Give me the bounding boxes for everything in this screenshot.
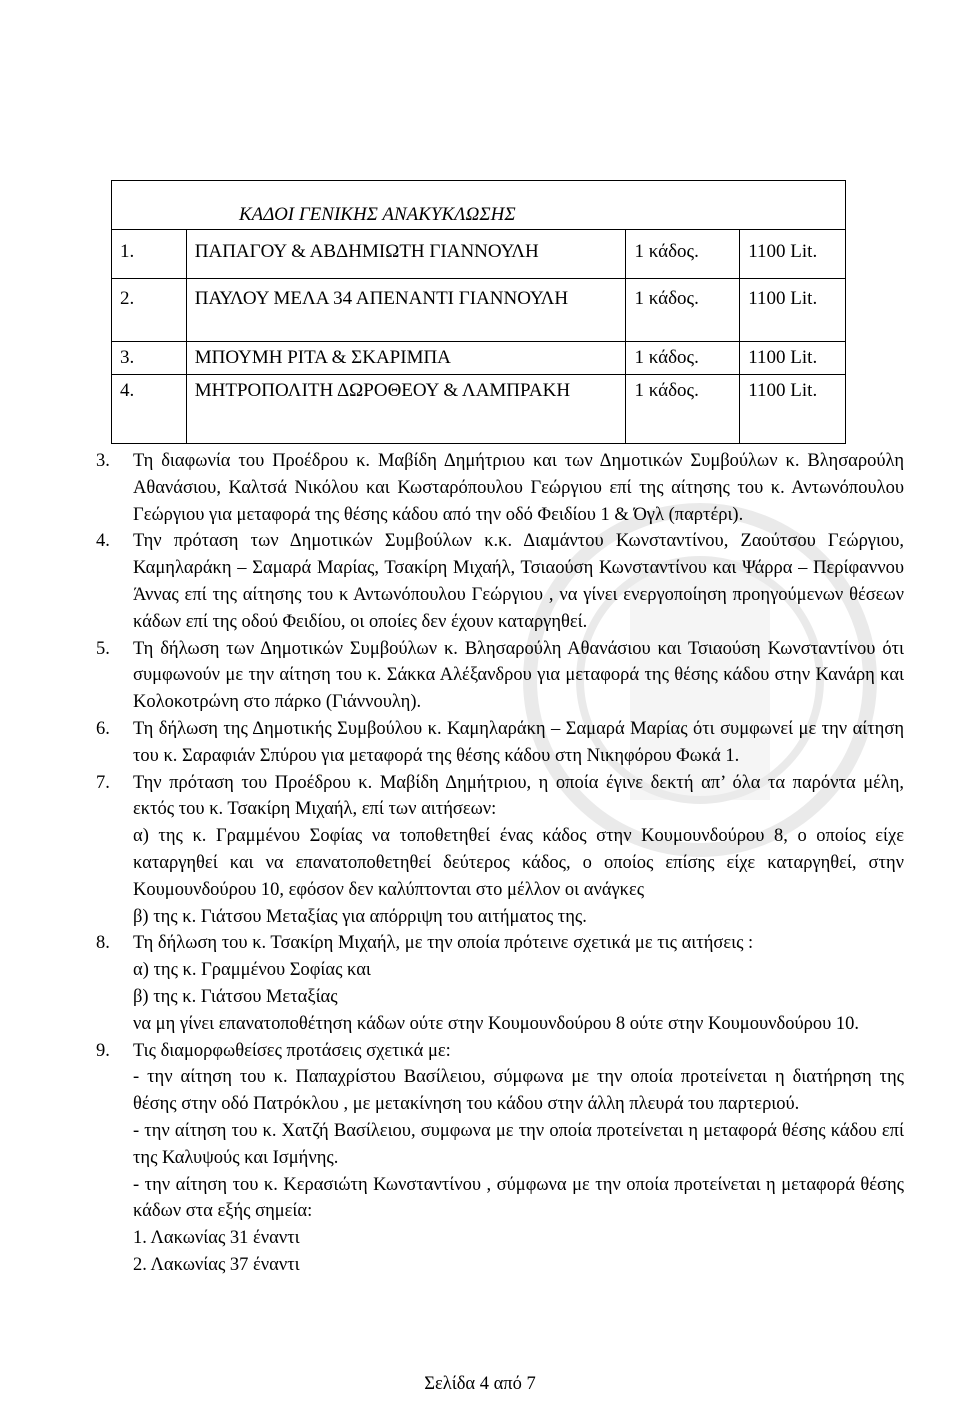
row-volume: 1100 Lit.	[740, 279, 846, 342]
item-number: 5.	[96, 638, 110, 659]
row-quantity: 1 κάδος.	[626, 230, 740, 279]
list-item	[96, 1038, 904, 1279]
item-number: 9.	[96, 1040, 110, 1061]
list-item	[96, 930, 904, 1037]
table-title: ΚΑΔΟΙ ΓΕΝΙΚΗΣ ΑΝΑΚΥΚΛΩΣΗΣ	[112, 181, 846, 230]
item-subpoint: - την αίτηση του κ. Κερασιώτη Κωνσταντίνου , σύμφωνα με την οποία προτείνεται η μεταφορά θέσης κάδων στα εξής σημεία:	[133, 1174, 904, 1222]
item-text: Τη δήλωση του κ. Τσακίρη Μιχαήλ, με την οποία πρότεινε σχετικά με τις αιτήσεις :	[133, 933, 754, 954]
list-item	[96, 528, 904, 635]
row-volume: 1100 Lit.	[740, 342, 846, 375]
row-volume: 1100 Lit.	[740, 375, 846, 444]
row-street: ΠΑΥΛΟΥ ΜΕΛΑ 34 ΑΠΕΝΑΝΤΙ ΓΙΑΝΝΟΥΛΗ	[186, 279, 626, 342]
decision-list	[96, 448, 904, 1279]
item-text: Τη δήλωση της Δημοτικής Συμβούλου κ. Καμηλαράκη – Σαμαρά Μαρίας ότι συμφωνεί με την αίτηση του κ. Σαραφιάν Σπύρου για μεταφορά της θέσης κάδου στη Νικηφόρου Φωκά 1.	[133, 718, 904, 766]
item-number: 6.	[96, 718, 110, 739]
row-quantity: 1 κάδος.	[626, 279, 740, 342]
item-text: Τη διαφωνία του Προέδρου κ. Μαβίδη Δημήτριου και των Δημοτικών Συμβούλων κ. Βλησαρούλη Αθανάσιου, Καλτσά Νικόλου και Κωσταρόπουλου Γεώργιου επί της αίτησης του κ. Αντωνόπουλου Γεώργιου για μεταφορά της θέσης κάδου από την οδό Φειδίου 1 & Όγλ (παρτέρι).	[133, 451, 904, 525]
list-item	[96, 716, 904, 770]
row-volume: 1100 Lit.	[740, 230, 846, 279]
item-subpoint: β) της κ. Γιάτσου Μεταξίας	[133, 986, 338, 1007]
item-subpoint: - την αίτηση του κ. Χατζή Βασίλειου, συμφωνα με την οποία προτείνεται η μεταφορά θέσης κάδου επί της Καλυψούς και Ισμήνης.	[133, 1120, 904, 1168]
item-subpoint: β) της κ. Γιάτσου Μεταξίας για απόρριψη του αιτήματος της.	[133, 906, 587, 927]
list-item	[96, 770, 904, 931]
row-street: ΜΗΤΡΟΠΟΛΙΤΗ ΔΩΡΟΘΕΟΥ & ΛΑΜΠΡΑΚΗ	[186, 375, 626, 444]
page-number-footer: Σελίδα 4 από 7	[424, 1374, 536, 1394]
row-number: 2.	[112, 279, 187, 342]
item-text: Τη δήλωση των Δημοτικών Συμβούλων κ. Βλησαρούλη Αθανάσιου και Τσιαούση Κωνσταντίνου ότι συμφωνούν με την αίτηση του κ. Σάκκα Αλέξανδρου για μεταφορά της θέσης κάδου στην Κανάρη και Κολοκοτρώνη στο πάρκο (Γιάννουλη).	[133, 638, 904, 713]
recycling-bins-table	[111, 180, 846, 444]
table-row	[112, 230, 846, 279]
item-subpoint: α) της κ. Γραμμένου Σοφίας να τοποθετηθεί ένας κάδος στην Κουμουνδούρου 8, ο οποίος είχε καταργηθεί και να επανατοποθετηθεί δεύτερος κάδος, ο οποίος επίσης είχε καταργηθεί, στην Κουμουνδούρου 10, εφόσον δεν καλύπτονται στο μέλλον οι ανάγκες	[133, 826, 904, 900]
item-text: Την πρόταση των Δημοτικών Συμβούλων κ.κ. Διαμάντου Κωνσταντίνου, Ζαούτσου Γεώργιου, Καμηλαράκη – Σαμαρά Μαρίας, Τσακίρη Μιχαήλ, Τσιαούση Κωνσταντίνου και Ψάρρα – Περίφαννου Άννας επί της αίτησης του κ Αντωνόπουλου Γεώργιου , να γίνει ενεργοποίηση προηγούμενων θέσεων κάδων επί της οδού Φειδίου, οι οποίες δεν έχουν καταργηθεί.	[133, 531, 904, 632]
table-row	[112, 342, 846, 375]
row-street: ΜΠΟΥΜΗ ΡΙΤΑ & ΣΚΑΡΙΜΠΑ	[186, 342, 626, 375]
item-subpoint: 2. Λακωνίας 37 έναντι	[133, 1254, 300, 1275]
item-subpoint: - την αίτηση του κ. Παπαχρίστου Βασίλειου, σύμφωνα με την οποία προτείνεται η διατήρηση της θέσης στην οδό Πατρόκλου , με μετακίνηση του κάδου στην άλλη πλευρά του παρτεριού.	[133, 1067, 904, 1115]
row-street: ΠΑΠΑΓΟΥ & ΑΒΔΗΜΙΩΤΗ ΓΙΑΝΝΟΥΛΗ	[186, 230, 626, 279]
item-number: 7.	[96, 772, 110, 793]
row-number: 3.	[112, 342, 187, 375]
item-subpoint: 1. Λακωνίας 31 έναντι	[133, 1228, 300, 1249]
row-quantity: 1 κάδος.	[626, 342, 740, 375]
item-subpoint: α) της κ. Γραμμένου Σοφίας και	[133, 960, 371, 981]
list-item	[96, 636, 904, 716]
row-number: 4.	[112, 375, 187, 444]
list-item	[96, 448, 904, 528]
row-number: 1.	[112, 230, 187, 279]
item-text: Τις διαμορφωθείσες προτάσεις σχετικά με:	[133, 1040, 451, 1061]
item-text: Την πρόταση του Προέδρου κ. Μαβίδη Δημήτριου, η οποία έγινε δεκτή απ’ όλα τα παρόντα μέλη, εκτός του κ. Τσακίρη Μιχαήλ, επί των αιτήσεων:	[133, 772, 904, 820]
item-subpoint: να μη γίνει επανατοποθέτηση κάδων ούτε στην Κουμουνδούρου 8 ούτε στην Κουμουνδούρου 10.	[133, 1013, 859, 1034]
table-row	[112, 375, 846, 444]
row-quantity: 1 κάδος.	[626, 375, 740, 444]
table-row	[112, 279, 846, 342]
item-number: 3.	[96, 451, 110, 471]
item-number: 4.	[96, 531, 110, 552]
item-number: 8.	[96, 933, 110, 954]
